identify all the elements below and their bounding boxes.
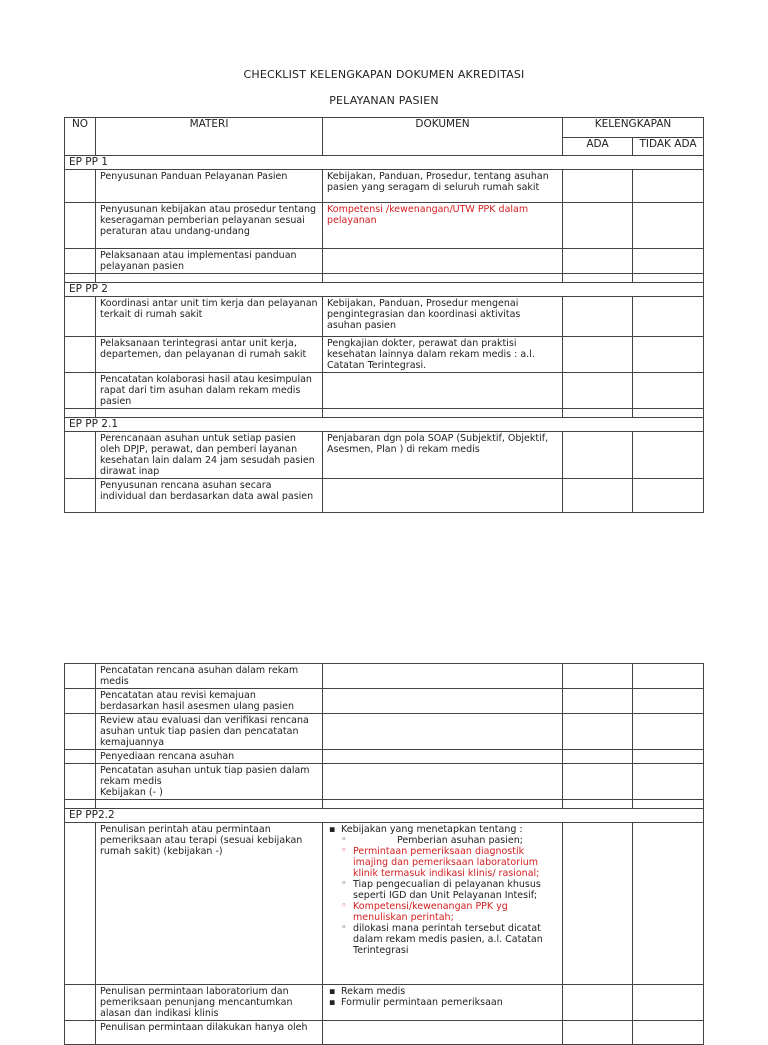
row-materi-policy: Kebijakan (- ) — [100, 787, 163, 798]
doc-bullet: ▪ Kebijakan yang menetapkan tentang : ◦ Pemberian asuhan pasien; ◦ Permintaan pemeriksaan diagnostik imajing dan pemeriksaan laboratorium klinik termasuk indikasi klinis/ rasional; ◦ Tiap pengecualian di pelayanan khusus seperti IGD dan Unit Pelayanan Intesif; ◦ Kompetensi/kewenangan PPK yg menuliskan perintah; ◦ dilokasi mana perintah tersebut dicatat dalam rekam medis pasien, a.l. Catatan Terintegrasi — [341, 824, 558, 956]
document-subtitle: PELAYANAN PASIEN — [329, 94, 439, 107]
table-row — [65, 664, 704, 689]
header-dokumen: DOKUMEN — [323, 118, 563, 156]
row-materi: Pencatatan rencana asuhan dalam rekam medis — [96, 664, 323, 689]
row-materi — [96, 764, 323, 800]
row-materi: Penulisan perintah atau permintaan pemeriksaan atau terapi (sesuai kebijakan rumah sakit) (kebijakan -) — [96, 823, 323, 985]
row-materi: Penyusunan kebijakan atau prosedur tentang keseragaman pemberian pelayanan sesuai peraturan atau undang-undang — [96, 203, 323, 249]
table-row — [65, 714, 704, 750]
table-row — [65, 985, 704, 1021]
checklist-table-2 — [64, 663, 704, 1045]
row-dokumen: Kebijakan, Panduan, Prosedur, tentang asuhan pasien yang seragam di seluruh rumah sakit — [323, 170, 563, 203]
row-materi: Pencatatan kolaborasi hasil atau kesimpulan rapat dari tim asuhan dalam rekam medis pasien — [96, 373, 323, 409]
row-materi: Penyusunan Panduan Pelayanan Pasien — [96, 170, 323, 203]
document-title: CHECKLIST KELENGKAPAN DOKUMEN AKREDITASI — [243, 68, 525, 81]
doc-sub-bullet: ◦ Permintaan pemeriksaan diagnostik imajing dan pemeriksaan laboratorium klinik termasuk indikasi klinis/ rasional; — [341, 846, 558, 879]
doc-sub-bullet: ◦ Kompetensi/kewenangan PPK yg menuliskan perintah; — [341, 901, 558, 923]
doc-sub-bullet: ◦ dilokasi mana perintah tersebut dicatat dalam rekam medis pasien, a.l. Catatan Terintegrasi — [341, 923, 558, 956]
table-row — [65, 479, 704, 513]
table-row — [65, 373, 704, 409]
row-materi: Penyusunan rencana asuhan secara individual dan berdasarkan data awal pasien — [96, 479, 323, 513]
row-dokumen: Kebijakan, Panduan, Prosedur mengenai pengintegrasian dan koordinasi aktivitas asuhan pasien — [323, 297, 563, 337]
section-ep-pp-2: EP PP 2 — [65, 283, 704, 297]
table-row — [65, 297, 704, 337]
row-materi: Pelaksanaan terintegrasi antar unit kerja, departemen, dan pelayanan di rumah sakit — [96, 337, 323, 373]
table-row — [65, 750, 704, 764]
row-materi: Penulisan permintaan laboratorium dan pemeriksaan penunjang mencantumkan alasan dan indikasi klinis — [96, 985, 323, 1021]
doc-sub-bullet: ◦ Pemberian asuhan pasien; — [341, 835, 558, 846]
section-ep-pp-1: EP PP 1 — [65, 156, 704, 170]
row-dokumen: Kompetensi /kewenangan/UTW PPK dalam pelayanan — [323, 203, 563, 249]
row-dokumen: Pengkajian dokter, perawat dan praktisi kesehatan lainnya dalam rekam medis : a.l. Catatan Terintegrasi. — [323, 337, 563, 373]
row-materi-line: Pencatatan asuhan untuk tiap pasien dalam rekam medis — [100, 765, 310, 787]
row-materi: Penyediaan rencana asuhan — [96, 750, 323, 764]
header-no: NO — [65, 118, 96, 156]
header-materi: MATERI — [96, 118, 323, 156]
section-ep-pp-2-2: EP PP2.2 — [65, 809, 704, 823]
row-materi: Pelaksanaan atau implementasi panduan pelayanan pasien — [96, 249, 323, 274]
checklist-table-1 — [64, 117, 704, 513]
table-row — [65, 337, 704, 373]
table-row — [65, 249, 704, 274]
section-ep-pp-2-1: EP PP 2.1 — [65, 418, 704, 432]
table-row — [65, 689, 704, 714]
doc-sub-bullet: ◦ Tiap pengecualian di pelayanan khusus seperti IGD dan Unit Pelayanan Intesif; — [341, 879, 558, 901]
header-tidak-ada: TIDAK ADA — [633, 138, 704, 156]
row-materi: Koordinasi antar unit tim kerja dan pelayanan terkait di rumah sakit — [96, 297, 323, 337]
header-kelengkapan: KELENGKAPAN — [563, 118, 704, 138]
row-materi: Review atau evaluasi dan verifikasi rencana asuhan untuk tiap pasien dan pencatatan kemajuannya — [96, 714, 323, 750]
table-row — [65, 823, 704, 985]
table-row — [65, 1021, 704, 1045]
header-ada: ADA — [563, 138, 633, 156]
table-row — [65, 170, 704, 203]
row-dokumen: Penjabaran dgn pola SOAP (Subjektif, Objektif, Asesmen, Plan ) di rekam medis — [323, 432, 563, 479]
row-materi: Pencatatan atau revisi kemajuan berdasarkan hasil asesmen ulang pasien — [96, 689, 323, 714]
row-materi: Perencanaan asuhan untuk setiap pasien oleh DPJP, perawat, dan pemberi layanan kesehatan lain dalam 24 jam sesudah pasien dirawat inap — [96, 432, 323, 479]
doc-bullet: ▪ Rekam medis — [341, 986, 558, 997]
row-dokumen — [323, 985, 563, 1021]
row-dokumen — [323, 823, 563, 985]
table-row — [65, 764, 704, 800]
table-row — [65, 203, 704, 249]
table-row — [65, 432, 704, 479]
doc-bullet: ▪ Formulir permintaan pemeriksaan — [341, 997, 558, 1008]
row-materi: Penulisan permintaan dilakukan hanya oleh — [96, 1021, 323, 1045]
